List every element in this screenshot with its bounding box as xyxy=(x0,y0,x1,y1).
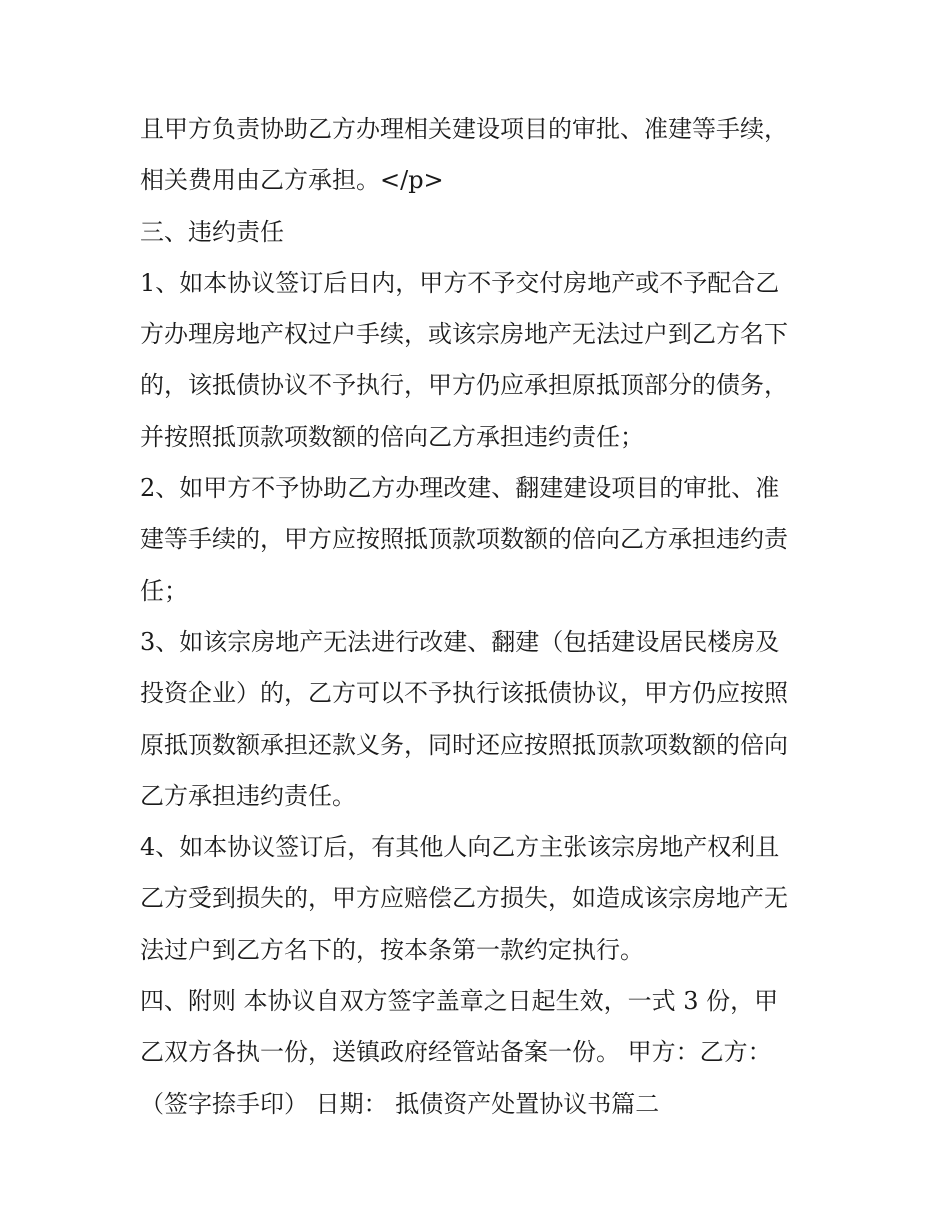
document-body xyxy=(140,104,820,1130)
text-line: 3、如该宗房地产无法进行改建、翻建（包括建设居民楼房及 xyxy=(140,627,780,656)
text-line: 投资企业）的，乙方可以不予执行该抵债协议，甲方仍应按照 xyxy=(140,679,788,708)
section-heading: 三、违约责任 xyxy=(140,217,284,246)
text-line: 并按照抵顶款项数额的倍向乙方承担违约责任； xyxy=(140,422,644,451)
text-line: 乙双方各执一份，送镇政府经管站备案一份。 甲方：乙方： xyxy=(140,1038,772,1067)
text-line: 法过户到乙方名下的，按本条第一款约定执行。 xyxy=(140,935,644,964)
text-line: 的，该抵债协议不予执行，甲方仍应承担原抵顶部分的债务， xyxy=(140,371,788,400)
text-line: （签字捺手印） 日期： 抵债资产处置协议书篇二 xyxy=(140,1089,660,1118)
text-line: 1、如本协议签订后日内，甲方不予交付房地产或不予配合乙 xyxy=(140,268,780,297)
text-line: 建等手续的，甲方应按照抵顶款项数额的倍向乙方承担违约责 xyxy=(140,525,788,554)
text-line: 4、如本协议签订后，有其他人向乙方主张该宗房地产权利且 xyxy=(140,833,780,862)
text-line: 方办理房地产权过户手续，或该宗房地产无法过户到乙方名下 xyxy=(140,320,788,349)
text-line: 且甲方负责协助乙方办理相关建设项目的审批、准建等手续， xyxy=(140,115,788,143)
text-line: 乙方受到损失的，甲方应赔偿乙方损失，如造成该宗房地产无 xyxy=(140,884,788,913)
section-heading: 四、附则 本协议自双方签字盖章之日起生效，一式 3 份，甲 xyxy=(140,987,779,1016)
text-line: 乙方承担违约责任。 xyxy=(140,781,356,810)
text-line: 任； xyxy=(140,576,188,605)
text-line: 2、如甲方不予协助乙方办理改建、翻建建设项目的审批、准 xyxy=(140,474,780,503)
text-line: 原抵顶数额承担还款义务，同时还应按照抵顶款项数额的倍向 xyxy=(140,730,788,759)
text-line: 相关费用由乙方承担。</p> xyxy=(140,166,444,195)
